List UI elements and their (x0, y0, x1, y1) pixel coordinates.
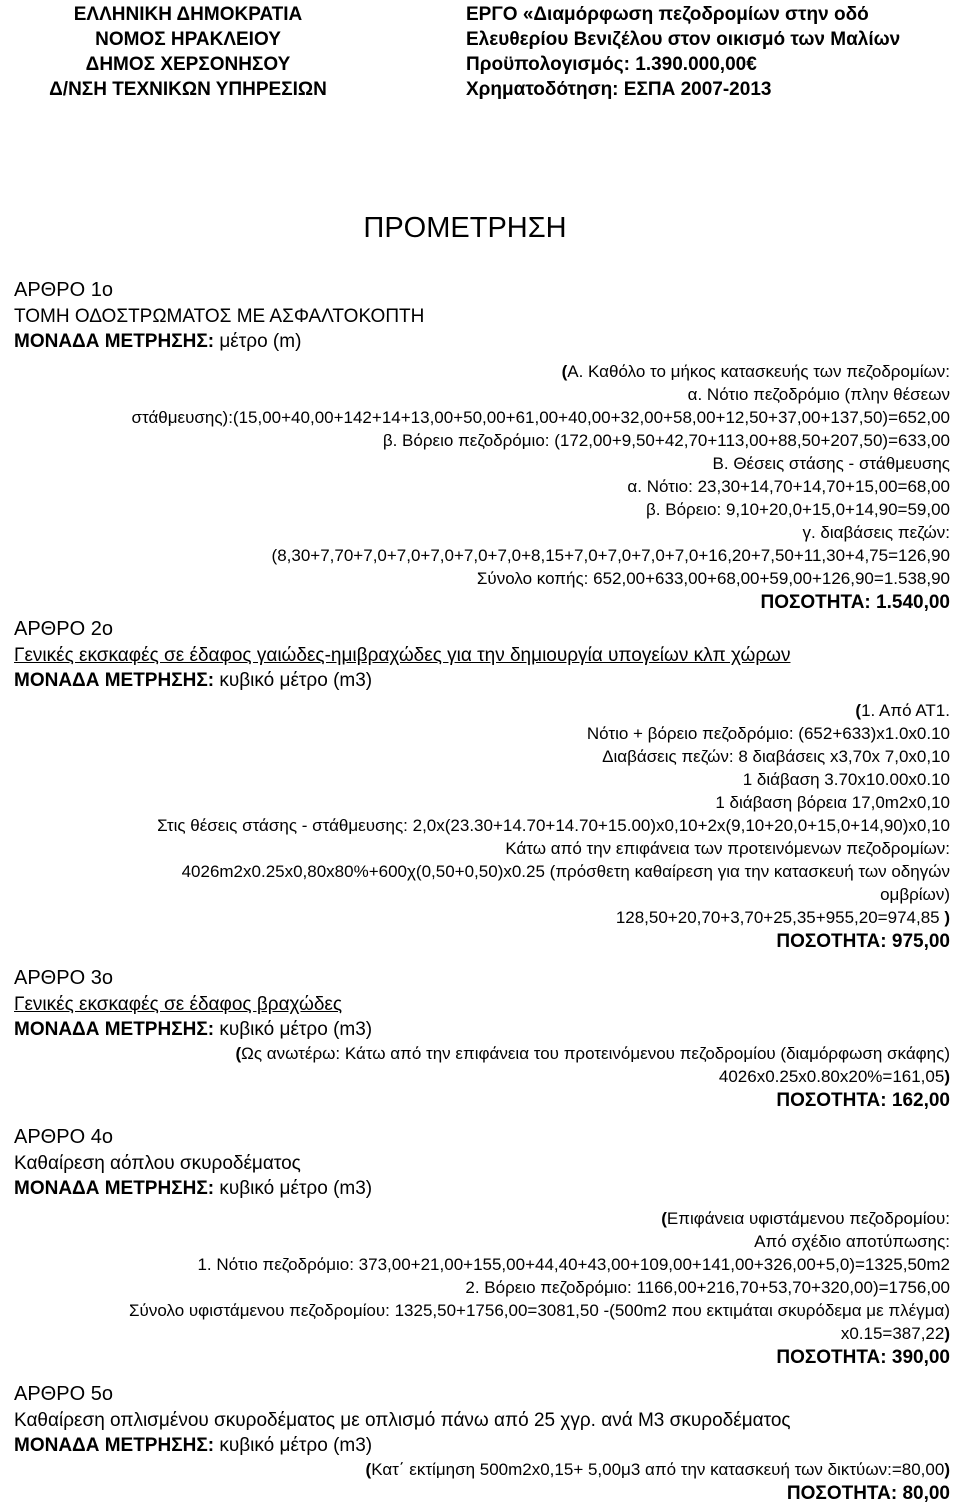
calc-line: (Επιφάνεια υφιστάμενου πεζοδρομίου: (661, 1209, 950, 1228)
calc-line: 1 διάβαση 3.70x10.00x0.10 (742, 770, 950, 789)
unit-label: ΜΟΝΑΔΑ ΜΕΤΡΗΣΗΣ: (14, 670, 215, 691)
project-line: Προϋπολογισμός: 1.390.000,00€ (466, 54, 757, 75)
unit-label: ΜΟΝΑΔΑ ΜΕΤΡΗΣΗΣ: (14, 331, 215, 352)
calc-line: (1. Από ΑΤ1. (855, 701, 950, 720)
calc-line: (8,30+7,70+7,0+7,0+7,0+7,0+7,0+8,15+7,0+7,0+7,0+7,0+16,20+7,50+11,30+4,75=126,90 (271, 546, 950, 565)
calc-line: 1. Νότιο πεζοδρόμιο: 373,00+21,00+155,00+44,40+43,00+109,00+141,00+326,00+5,0)=1325,50m2 (197, 1255, 950, 1274)
calc-line: β. Βόρειο: 9,10+20,0+15,0+14,90=59,00 (646, 500, 950, 519)
article-5 (14, 1381, 950, 1507)
calc-line: Β. Θέσεις στάσης - στάθμευσης (712, 454, 950, 473)
unit-label: ΜΟΝΑΔΑ ΜΕΤΡΗΣΗΣ: (14, 1435, 215, 1456)
issuer-line: Δ/ΝΣΗ ΤΕΧΝΙΚΩΝ ΥΠΗΡΕΣΙΩΝ (49, 79, 327, 100)
unit-label: ΜΟΝΑΔΑ ΜΕΤΡΗΣΗΣ: (14, 1019, 215, 1040)
article-4 (14, 1124, 950, 1371)
unit-label: ΜΟΝΑΔΑ ΜΕΤΡΗΣΗΣ: (14, 1178, 215, 1199)
quantity-total: ΠΟΣΟΤΗΤΑ: 390,00 (776, 1347, 950, 1368)
article-description: Καθαίρεση αόπλου σκυροδέματος (14, 1153, 301, 1174)
unit-value: κυβικό μέτρο (m3) (214, 1178, 373, 1199)
calc-line: 2. Βόρειο πεζοδρόμιο: 1166,00+216,70+53,70+320,00)=1756,00 (465, 1278, 950, 1297)
calc-line: (Ως ανωτέρω: Κάτω από την επιφάνεια του προτεινόμενου πεζοδρομίου (διαμόρφωση σκάφης) (235, 1044, 950, 1063)
article-heading: ΑΡΘΡΟ 5ο (14, 1383, 113, 1405)
calc-line: α. Νότιο: 23,30+14,70+14,70+15,00=68,00 (627, 477, 950, 496)
calc-line: στάθμευσης):(15,00+40,00+142+14+13,00+50,00+61,00+40,00+32,00+58,00+12,50+37,00+137,50)=652,00 (131, 408, 950, 427)
calc-line: Σύνολο κοπής: 652,00+633,00+68,00+59,00+126,90=1.538,90 (476, 569, 950, 588)
unit-of-measure (14, 1176, 950, 1201)
article-description: Καθαίρεση οπλισμένου σκυροδέματος με οπλισμό πάνω από 25 χγρ. ανά Μ3 σκυροδέματος (14, 1410, 791, 1431)
calc-line: Κάτω από την επιφάνεια των προτεινόμενων πεζοδρομίων: (505, 839, 950, 858)
article-heading: ΑΡΘΡΟ 2ο (14, 618, 113, 640)
unit-of-measure (14, 1017, 950, 1042)
page-title: ΠΡΟΜΕΤΡΗΣΗ (363, 212, 567, 244)
calc-line: (Α. Καθόλο το μήκος κατασκευής των πεζοδρομίων: (561, 362, 950, 381)
calc-line: 128,50+20,70+3,70+25,35+955,20=974,85 ) (615, 908, 950, 927)
unit-value: κυβικό μέτρο (m3) (214, 670, 373, 691)
calc-line: x0.15=387,22) (840, 1324, 950, 1343)
unit-of-measure (14, 668, 950, 693)
calc-line: γ. διαβάσεις πεζών: (802, 523, 950, 542)
calc-line: 1 διάβαση βόρεια 17,0m2x0,10 (715, 793, 950, 812)
unit-of-measure (14, 1433, 950, 1458)
project-line: ΕΡΓΟ «Διαμόρφωση πεζοδρομίων στην οδό (466, 4, 869, 25)
article-heading: ΑΡΘΡΟ 4ο (14, 1126, 113, 1148)
issuer-line: ΕΛΛΗΝΙΚΗ ΔΗΜΟΚΡΑΤΙΑ (73, 4, 303, 25)
article-1 (14, 277, 950, 616)
quantity-total: ΠΟΣΟΤΗΤΑ: 162,00 (776, 1090, 950, 1111)
calc-line: Νότιο + βόρειο πεζοδρόμιο: (652+633)x1.0x0.10 (586, 724, 950, 743)
calc-line: Στις θέσεις στάσης - στάθμευσης: 2,0x(23.30+14.70+14.70+15.00)x0,10+2x(9,10+20,0+15,0+14,90)x0,10 (157, 816, 950, 835)
article-description: ΤΟΜΗ ΟΔΟΣΤΡΩΜΑΤΟΣ ΜΕ ΑΣΦΑΛΤΟΚΟΠΤΗ (14, 306, 425, 327)
calc-line: Διαβάσεις πεζών: 8 διαβάσεις x3,70x 7,0x0,10 (602, 747, 950, 766)
quantity-total: ΠΟΣΟΤΗΤΑ: 80,00 (786, 1483, 950, 1504)
article-heading: ΑΡΘΡΟ 1ο (14, 279, 113, 301)
calc-line: 4026x0.25x0.80x20%=161,05) (718, 1067, 950, 1086)
article-description: Γενικές εκσκαφές σε έδαφος γαιώδες-ημιβραχώδες για την δημιουργία υπογείων κλπ χώρων (14, 645, 791, 666)
unit-value: κυβικό μέτρο (m3) (214, 1435, 373, 1456)
quantity-total: ΠΟΣΟΤΗΤΑ: 975,00 (776, 931, 950, 952)
article-description: Γενικές εκσκαφές σε έδαφος βραχώδες (14, 994, 343, 1015)
article-3 (14, 965, 950, 1114)
article-heading: ΑΡΘΡΟ 3ο (14, 967, 113, 989)
unit-value: μέτρο (m) (214, 331, 302, 352)
quantity-total: ΠΟΣΟΤΗΤΑ: 1.540,00 (760, 592, 950, 613)
calc-line: Από σχέδιο αποτύπωσης: (754, 1232, 950, 1251)
issuer-block (28, 2, 348, 102)
calc-line: 4026m2x0.25x0,80x80%+600χ(0,50+0,50)x0.25 (πρόσθετη καθαίρεση για την κατασκευή των οδηγών (181, 862, 950, 881)
unit-value: κυβικό μέτρο (m3) (214, 1019, 373, 1040)
project-block (466, 2, 946, 102)
unit-of-measure (14, 329, 950, 354)
issuer-line: ΔΗΜΟΣ ΧΕΡΣΟΝΗΣΟΥ (85, 54, 291, 75)
calc-line: ομβρίων) (880, 885, 950, 904)
project-line: Χρηματοδότηση: ΕΣΠΑ 2007-2013 (466, 79, 772, 100)
issuer-line: ΝΟΜΟΣ ΗΡΑΚΛΕΙΟΥ (95, 29, 281, 50)
project-line: Ελευθερίου Βενιζέλου στον οικισμό των Μαλίων (466, 29, 901, 50)
calc-line: Σύνολο υφιστάμενου πεζοδρομίου: 1325,50+1756,00=3081,50 -(500m2 που εκτιμάται σκυρόδεμα με πλέγμα) (129, 1301, 950, 1320)
calc-line: α. Νότιο πεζοδρόμιο (πλην θέσεων (687, 385, 950, 404)
measurement-body (14, 277, 950, 1507)
calc-line: (Κατ΄ εκτίμηση 500m2x0,15+ 5,00μ3 από την κατασκευή των δικτύων:=80,00) (365, 1460, 950, 1479)
article-2 (14, 616, 950, 955)
calc-line: β. Βόρειο πεζοδρόμιο: (172,00+9,50+42,70+113,00+88,50+207,50)=633,00 (382, 431, 950, 450)
